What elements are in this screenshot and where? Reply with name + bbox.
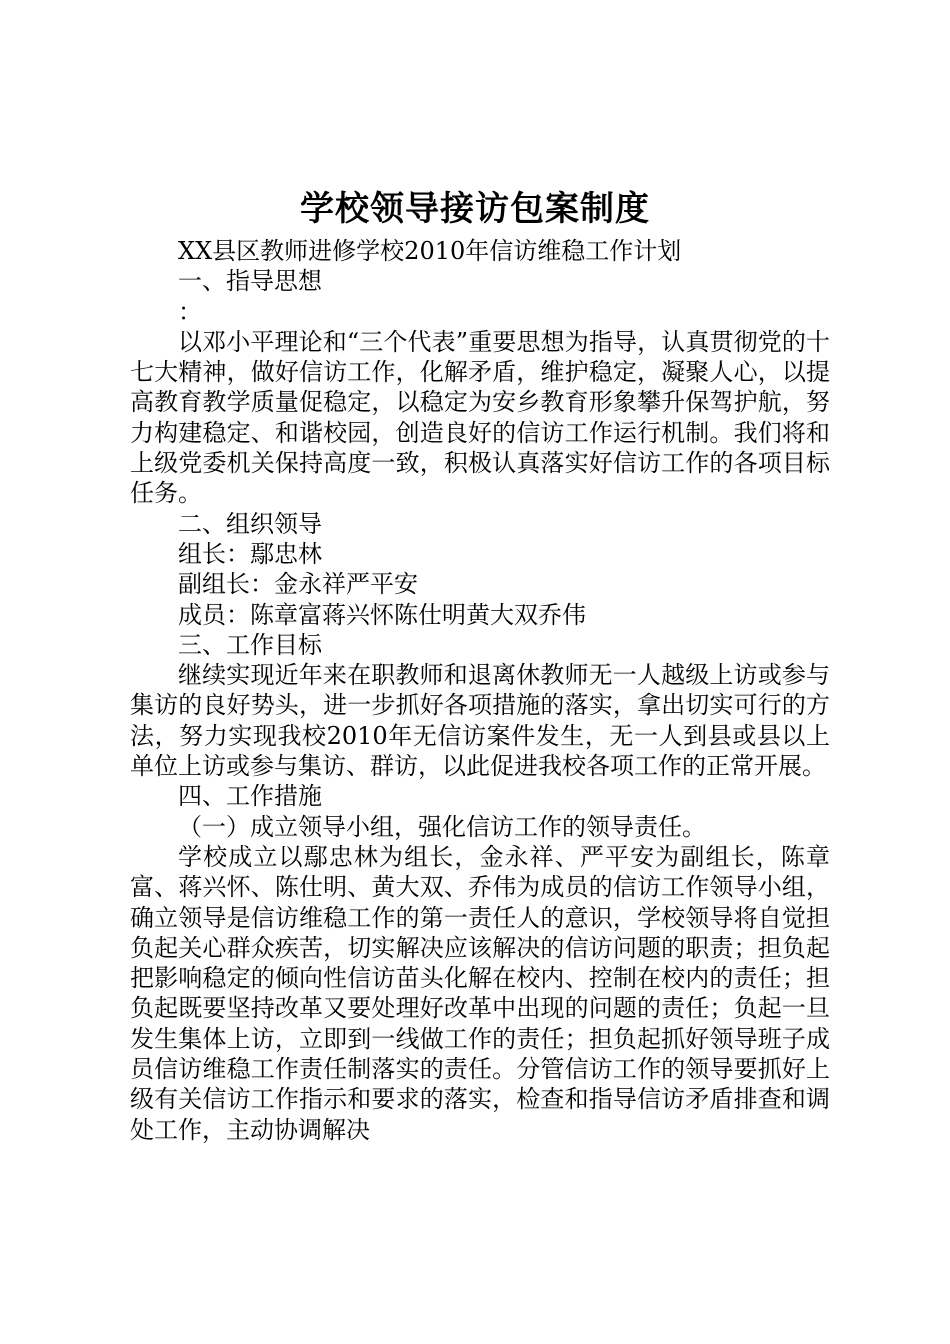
subsection-heading-1: （一）成立领导小组，强化信访工作的领导责任。 (178, 812, 706, 841)
paragraph-leadership-group: 学校成立以鄢忠林为组长，金永祥、严平安为副组长，陈章富、蒋兴怀、陈仕明、黄大双、乔伟为成员的信访工作领导小组，确立领导是信访维稳工作的第一责任人的意识，学校领导将自觉担负起关心群众疾苦，切实解决应该解决的信访问题的职责；担负起把影响稳定的倾向性信访苗头化解在校内、控制在校内的责任；担负起既要坚持改革又要处理好改革中出现的问题的责任；负起一旦发生集体上访，立即到一线做工作的责任；担负起抓好领导班子成员信访维稳工作责任制落实的责任。分管信访工作的领导要抓好上级有关信访工作指示和要求的落实，检查和指导信访矛盾排查和调处工作，主动协调解决 (130, 842, 830, 1144)
document-body (130, 236, 830, 1145)
subtitle-line: XX县区教师进修学校2010年信访维稳工作计划 (178, 237, 682, 265)
section-heading-4: 四、工作措施 (178, 782, 322, 811)
colon-line: ： (178, 297, 202, 326)
paragraph-work-goals: 继续实现近年来在职教师和退离休教师无一人越级上访或参与集访的良好势头，进一步抓好各项措施的落实，拿出切实可行的方法，努力实现我校2010年无信访案件发生，无一人到县或县以上单位上访或参与集访、群访，以此促进我校各项工作的正常开展。 (130, 661, 830, 781)
section-heading-1: 一、指导思想 (178, 267, 322, 296)
members-line: 成员：陈章富蒋兴怀陈仕明黄大双乔伟 (178, 600, 586, 629)
section-heading-2: 二、组织领导 (178, 509, 322, 538)
paragraph-guiding-thought: 以邓小平理论和“三个代表”重要思想为指导，认真贯彻党的十七大精神，做好信访工作，化解矛盾，维护稳定，凝聚人心，以提高教育教学质量促稳定，以稳定为安乡教育形象攀升保驾护航，努力构建稳定、和谐校园，创造良好的信访工作运行机制。我们将和上级党委机关保持高度一致，积极认真落实好信访工作的各项目标任务。 (130, 327, 830, 508)
team-leader-line: 组长：鄢忠林 (178, 539, 322, 568)
document-title: 学校领导接访包案制度 (300, 189, 650, 229)
deputy-leader-line: 副组长：金永祥严平安 (178, 570, 418, 599)
section-heading-3: 三、工作目标 (178, 630, 322, 659)
